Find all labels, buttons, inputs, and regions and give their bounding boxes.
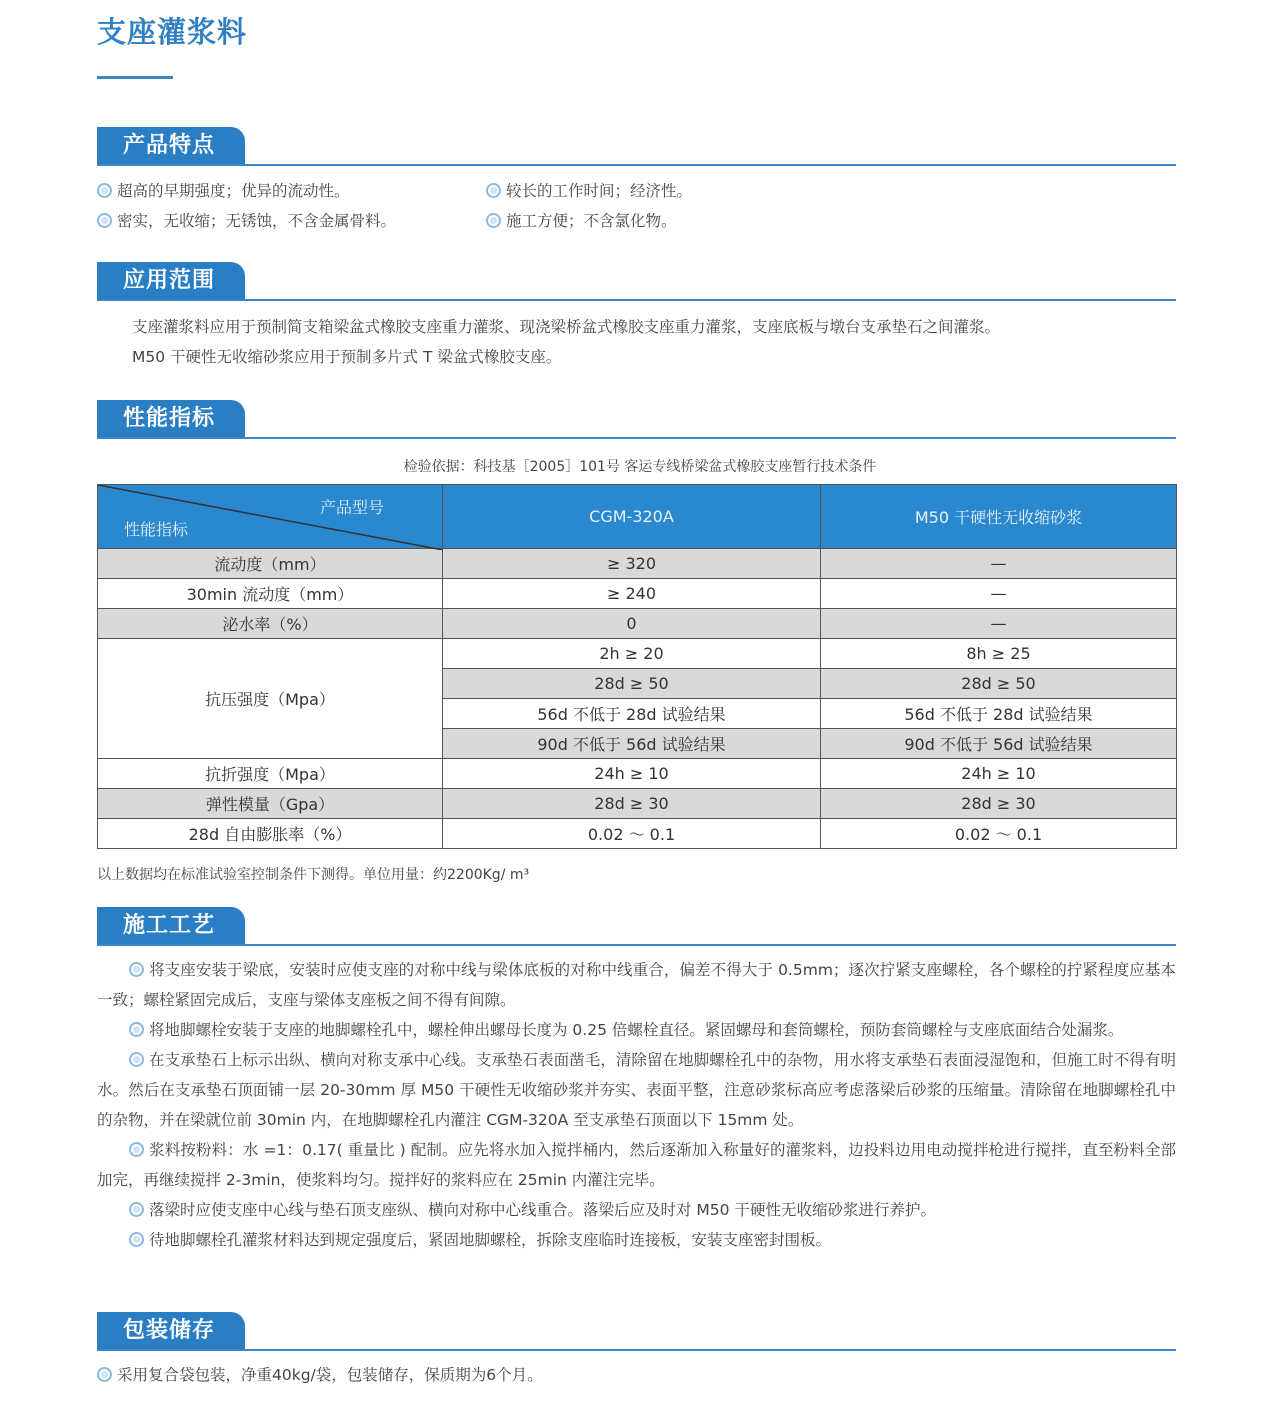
bullet-ring-icon: [97, 213, 112, 228]
process-step: 落梁时应使支座中心线与垫石顶支座纵、横向对称中心线重合。落梁后应及时对 M50 干硬性无收缩砂浆进行养护。: [97, 1195, 1176, 1225]
table-row: 抗折强度（Mpa） 24h ≥ 10 24h ≥ 10: [98, 759, 1177, 789]
table-row: 流动度（mm） ≥ 320 —: [98, 549, 1177, 579]
process-step: 将支座安装于梁底，安装时应使支座的对称中线与梁体底板的对称中线重合，偏差不得大于 0.5mm；逐次拧紧支座螺栓，各个螺栓的拧紧程度应基本一致；螺栓紧固完成后，支座与梁体支座板之间不得有间隙。: [97, 961, 1176, 1009]
scope-line: 支座灌浆料应用于预制简支箱梁盆式橡胶支座重力灌浆、现浇梁桥盆式橡胶支座重力灌浆，支座底板与墩台支承垫石之间灌浆。: [132, 318, 1001, 336]
process-step: 浆料按粉料：水 =1：0.17( 重量比 ) 配制。应先将水加入搅拌桶内，然后逐渐加入称量好的灌浆料，边投料边用电动搅拌枪进行搅拌，直至粉料全部加完，再继续搅拌 2-3min，使浆料均匀。搅拌好的浆料应在 25min 内灌注完毕。: [97, 1141, 1176, 1189]
table-row: 抗压强度（Mpa） 2h ≥ 20 8h ≥ 25: [98, 639, 1177, 669]
bullet-ring-icon: [129, 1202, 144, 1217]
scope-line: M50 干硬性无收缩砂浆应用于预制多片式 T 梁盆式橡胶支座。: [132, 348, 562, 366]
feature-item: 施工方便；不含氯化物。: [486, 209, 677, 231]
section-header-process: [97, 906, 1176, 946]
performance-table: [97, 484, 1177, 849]
title-underline: [97, 76, 173, 79]
table-row: 28d 自由膨胀率（%） 0.02 ～ 0.1 0.02 ～ 0.1: [98, 819, 1177, 849]
section-tab: 应用范围: [97, 262, 245, 299]
page-title: 支座灌浆料: [97, 15, 248, 49]
section-header-performance: [97, 399, 1176, 439]
bullet-ring-icon: [129, 1232, 144, 1247]
packaging-item: 采用复合袋包装，净重40kg/袋，包装储存，保质期为6个月。: [97, 1363, 543, 1385]
bullet-ring-icon: [129, 1142, 144, 1157]
bullet-ring-icon: [97, 183, 112, 198]
table-row: 泌水率（%） 0 —: [98, 609, 1177, 639]
column-header: M50 干硬性无收缩砂浆: [821, 485, 1177, 549]
corner-header: 产品型号 性能指标: [98, 485, 443, 549]
section-tab: 性能指标: [97, 400, 245, 437]
process-step: 将地脚螺栓安装于支座的地脚螺栓孔中，螺栓伸出螺母长度为 0.25 倍螺栓直径。紧固螺母和套筒螺栓，预防套筒螺栓与支座底面结合处漏浆。: [97, 1015, 1176, 1045]
section-tab: 产品特点: [97, 127, 245, 164]
table-row: 28d ≥ 50 28d ≥ 50: [98, 669, 1177, 699]
process-step: 在支承垫石上标示出纵、横向对称支承中心线。支承垫石表面凿毛，清除留在地脚螺栓孔中的杂物，用水将支承垫石表面浸湿饱和，但施工时不得有明水。然后在支承垫石顶面铺一层 20-30mm 厚 M50 干硬性无收缩砂浆并夯实、表面平整，注意砂浆标高应考虑落梁后砂浆的压缩量。清除留在地脚螺栓孔中的杂物，并在梁就位前 30min 内，在地脚螺栓孔内灌注 CGM-320A 至支承垫石顶面以下 15mm 处。: [97, 1051, 1176, 1129]
bullet-ring-icon: [129, 962, 144, 977]
table-footnote: 以上数据均在标准试验室控制条件下测得。单位用量：约2200Kg/ m³: [97, 867, 530, 883]
section-tab: 包装储存: [97, 1312, 245, 1349]
process-step: 待地脚螺栓孔灌浆材料达到规定强度后，紧固地脚螺栓，拆除支座临时连接板，安装支座密封围板。: [97, 1225, 1176, 1255]
column-header: CGM-320A: [443, 485, 821, 549]
table-row: 弹性模量（Gpa） 28d ≥ 30 28d ≥ 30: [98, 789, 1177, 819]
table-row: 30min 流动度（mm） ≥ 240 —: [98, 579, 1177, 609]
feature-item: 较长的工作时间；经济性。: [486, 179, 692, 201]
section-tab: 施工工艺: [97, 907, 245, 944]
process-steps: [97, 955, 1176, 1255]
section-header-scope: [97, 261, 1176, 301]
bullet-ring-icon: [97, 1367, 112, 1382]
bullet-ring-icon: [129, 1052, 144, 1067]
table-row: 90d 不低于 56d 试验结果 90d 不低于 56d 试验结果: [98, 729, 1177, 759]
section-header-packaging: [97, 1311, 1176, 1351]
table-row: 56d 不低于 28d 试验结果 56d 不低于 28d 试验结果: [98, 699, 1177, 729]
test-basis: 检验依据：科技基［2005］101号 客运专线桥梁盆式橡胶支座暂行技术条件: [403, 459, 877, 475]
bullet-ring-icon: [486, 183, 501, 198]
bullet-ring-icon: [486, 213, 501, 228]
feature-item: 超高的早期强度；优异的流动性。: [97, 179, 350, 201]
feature-item: 密实，无收缩；无锈蚀，不含金属骨料。: [97, 209, 396, 231]
bullet-ring-icon: [129, 1022, 144, 1037]
section-header-features: [97, 126, 1176, 166]
